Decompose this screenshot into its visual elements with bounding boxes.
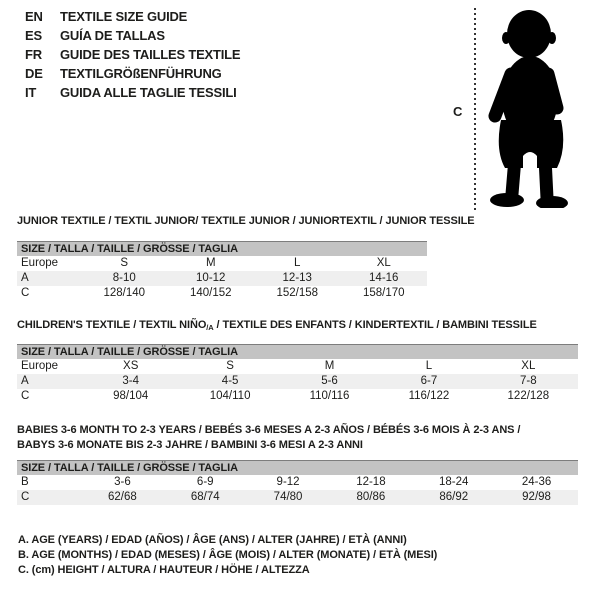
table-row [17,475,578,490]
footnote-c: C. (cm) HEIGHT / ALTURA / HAUTEUR / HÖHE / ALTEZZA [18,564,310,577]
table-cell: 9-12 [276,476,300,488]
table-cell: 7-8 [520,375,537,387]
footnote-a: A. AGE (YEARS) / EDAD (AÑOS) / ÂGE (ANS) / ALTER (JAHRE) / ETÀ (ANNI) [18,534,407,546]
table-cell: A [21,272,29,284]
table-cell: 98/104 [113,390,149,402]
height-dashed-line [474,8,476,210]
table-cell: S [226,360,234,372]
junior-section-title: JUNIOR TEXTILE / TEXTIL JUNIOR/ TEXTILE JUNIOR / JUNIORTEXTIL / JUNIOR TESSILE [17,215,475,227]
table-cell: 12-18 [356,476,386,488]
children-size-table [17,344,578,404]
children-title-part2: / TEXTILE DES ENFANTS / KINDERTEXTIL / BAMBINI TESSILE [213,319,537,331]
table-cell: Europe [21,257,59,269]
table-cell: 14-16 [369,272,399,284]
table-cell: 10-12 [196,272,226,284]
table-cell: 92/98 [522,491,551,503]
footnote-b: B. AGE (MONTHS) / EDAD (MESES) / ÂGE (MOIS) / ALTER (MONATE) / ETÀ (MESI) [18,549,438,562]
children-section-title [17,319,537,332]
footnotes [18,533,437,579]
size-header-band: SIZE / TALLA / TAILLE / GRÖSSE / TAGLIA [17,460,578,475]
children-title-part1: CHILDREN'S TEXTILE / TEXTIL NIÑO [17,319,207,331]
table-cell: C [21,287,30,299]
table-cell: 104/110 [209,390,251,402]
table-cell: 24-36 [521,476,552,488]
lang-row-es [25,26,240,45]
table-row [17,256,427,271]
table-row [17,359,578,374]
lang-row-fr [25,45,240,64]
table-cell: S [120,257,129,269]
table-cell: 110/116 [309,390,350,402]
figure-height-label: C [453,104,463,119]
table-cell: 18-24 [439,476,469,488]
table-cell: 3-4 [122,375,140,387]
table-row [17,389,578,404]
table-cell: M [205,257,216,269]
table-cell: 62/68 [108,491,137,503]
table-cell: 158/170 [362,287,405,299]
lang-row-it [25,83,240,102]
table-row [17,490,578,505]
table-cell: 4-5 [221,375,239,387]
table-cell: 128/140 [103,287,146,299]
table-cell: M [324,360,335,372]
table-cell: XL [521,360,536,372]
table-cell: 140/152 [189,287,232,299]
table-cell: L [425,360,433,372]
table-cell: A [21,375,29,387]
table-cell: 116/122 [408,390,450,402]
table-cell: 86/92 [439,491,469,503]
lang-code: ES [25,28,42,43]
table-cell: 122/128 [507,390,550,402]
table-cell: 12-13 [282,272,312,284]
table-cell: 6-7 [420,375,438,387]
table-cell: 5-6 [321,375,338,387]
lang-label: GUÍA DE TALLAS [60,28,165,43]
table-cell: 80/86 [356,491,386,503]
table-cell: 6-9 [196,476,214,488]
size-header-band: SIZE / TALLA / TAILLE / GRÖSSE / TAGLIA [17,344,578,359]
table-row [17,374,578,389]
lang-label: TEXTILE SIZE GUIDE [60,9,188,24]
children-title-subscript: /A [206,323,214,332]
lang-row-en [25,7,240,26]
table-cell: 152/158 [276,287,319,299]
babies-size-table [17,460,578,505]
table-cell: 74/80 [273,491,303,503]
lang-code: IT [25,85,37,100]
lang-label: GUIDE DES TAILLES TEXTILE [60,47,241,62]
table-cell: 68/74 [190,491,220,503]
lang-row-de [25,64,240,83]
table-row [17,286,427,301]
table-cell: Europe [21,360,59,372]
language-list [25,7,240,102]
table-cell: XS [123,360,139,372]
table-cell: C [21,491,30,503]
table-cell: L [294,257,301,269]
toddler-silhouette-icon [481,8,581,208]
lang-code: EN [25,9,43,24]
lang-code: FR [25,47,42,62]
babies-title-line2: BABYS 3-6 MONATE BIS 2-3 JAHRE / BAMBINI 3-6 MESI A 2-3 ANNI [17,439,363,451]
lang-code: DE [25,66,43,81]
junior-size-table [17,241,427,301]
babies-section-title [17,423,520,453]
table-cell: B [21,476,29,488]
size-header-band: SIZE / TALLA / TAILLE / GRÖSSE / TAGLIA [17,241,427,256]
table-cell: 3-6 [114,476,131,488]
table-cell: C [21,390,30,402]
lang-label: GUIDA ALLE TAGLIE TESSILI [60,85,237,100]
table-cell: XL [376,257,391,269]
lang-label: TEXTILGRÖßENFÜHRUNG [60,66,222,81]
babies-title-line1: BABIES 3-6 MONTH TO 2-3 YEARS / BEBÉS 3-6 MESES A 2-3 AÑOS / BÉBÉS 3-6 MOIS À 2-3 ANS / [17,424,521,436]
table-row [17,271,427,286]
table-cell: 8-10 [112,272,136,284]
